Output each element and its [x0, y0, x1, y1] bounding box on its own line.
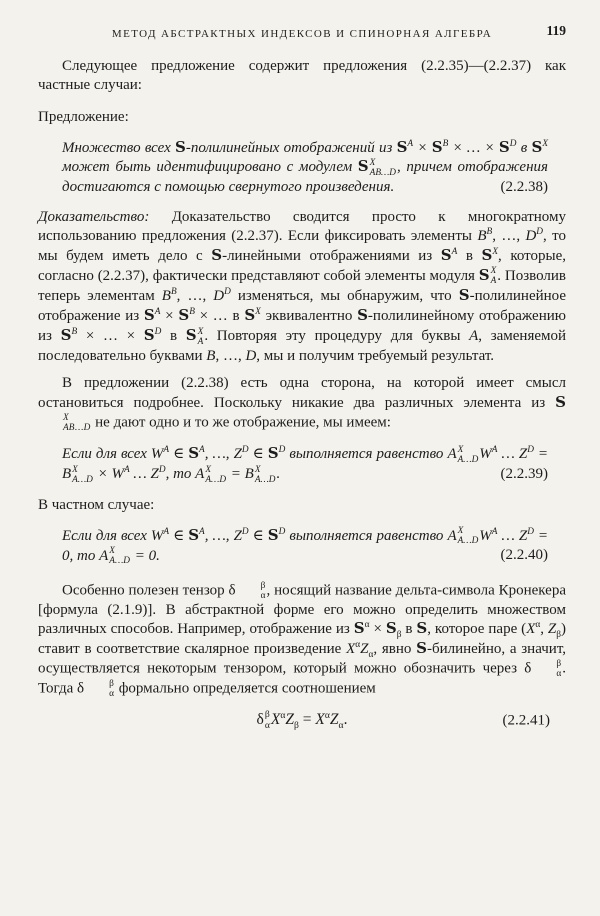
formula-2-2-41-text: δ β α $X^\alpha Z_\beta = X^\alpha Z_\alpha$. [256, 709, 348, 732]
proof-paragraph [38, 208, 566, 366]
formula-2-2-41 [38, 710, 566, 731]
proposition-2-2-40-text: Если для всех $W^A$ ∈ $S^A$, …, $Z^D$ ∈ $S^D$ выполняется равенство A X A…D $W^A$ … $Z^D = 0$, то A X A…D = 0. [62, 525, 549, 567]
page-number: 119 [546, 23, 566, 38]
equation-number-2-2-41: (2.2.41) [502, 712, 550, 729]
page-header [38, 24, 566, 43]
equation-number-2-2-38: (2.2.38) [500, 179, 548, 196]
equation-number-2-2-40: (2.2.40) [500, 547, 548, 564]
equation-number-2-2-39: (2.2.39) [500, 465, 548, 482]
proposition-2-2-40 [62, 526, 548, 567]
paragraph-intro: Следующее предложение содержит предложения (2.2.35)—(2.2.37) как частные случаи: [38, 57, 566, 93]
remark-paragraph: В предложении (2.2.38) есть одна сторона, на которой имеет смысл остановиться подробнее. Поскольку никакие два различных элемента из S X AB…D не дают одно и то же отображение, мы имеем: [38, 375, 566, 434]
proposition-2-2-39 [62, 444, 548, 485]
proposition-2-2-38 [62, 138, 548, 197]
running-title: МЕТОД АБСТРАКТНЫХ ИНДЕКСОВ И СПИНОРНАЯ АЛГЕБРА [111, 28, 493, 40]
delta-paragraph: Особенно полезен тензор δ β α , носящий название дельта-символа Кронекера [формула (2.1.9)]. В абстрактной форме его можно определить множеством различных способов. Например, отображение из $S^\alpha \times S_\beta$ в S, которое паре ($X^\alpha$, $Z_\beta$) ставит в соответствие скалярное произведение $X^\alpha Z_\alpha$, явно S-билинейно, а значит, осуществляется некоторым тензором, который можно обозначить через δ β α . Тогда δ β α формально определяется соотношением [38, 580, 567, 700]
proof-text: Доказательство сводится просто к многократному использованию предложения (2.2.37). Если фиксировать элементы $B^B$, …, $D^D$, то мы будем иметь дело с S-линейными отображениями из $S^A$ в $S^X$, которые, согласно (2.2.37), фактически представляют собой элементы модуля S X A . Позволив теперь элементам $B^B$, …, $D^D$ изменяться, мы обнаружим, что S-полилинейное отображение из $S^A \times S^B$ × … в $S^X$ эквивалентно S-полилинейному отображению из $S^B$ × … × $S^D$ в S X A . Повторяя эту процедуру для буквы A, заменяемой последовательно буквами B, …, D, мы и получим требуемый результат. [38, 208, 567, 364]
proposition-2-2-39-text: Если для всех $W^A$ ∈ $S^A$, …, $Z^D$ ∈ $S^D$ выполняется равенство A X A…D $W^A$ … $Z^D = B$ X A…D × $W^A$ … $Z^D$, то A X A…D = B X A…D . [62, 444, 549, 485]
proposition-label: Предложение: [38, 108, 129, 125]
proof-label: Доказательство: [38, 208, 150, 225]
proposition-2-2-38-text: Множество всех S-полилинейных отображений из $S^A \times S^B$ × … × $S^D$ в $S^X$ может быть идентифицировано с модулем S X AB…D , причем отображения достигаются с помощью свернутого произведения. [62, 137, 548, 196]
particular-case-label: В частном случае: [38, 496, 155, 513]
